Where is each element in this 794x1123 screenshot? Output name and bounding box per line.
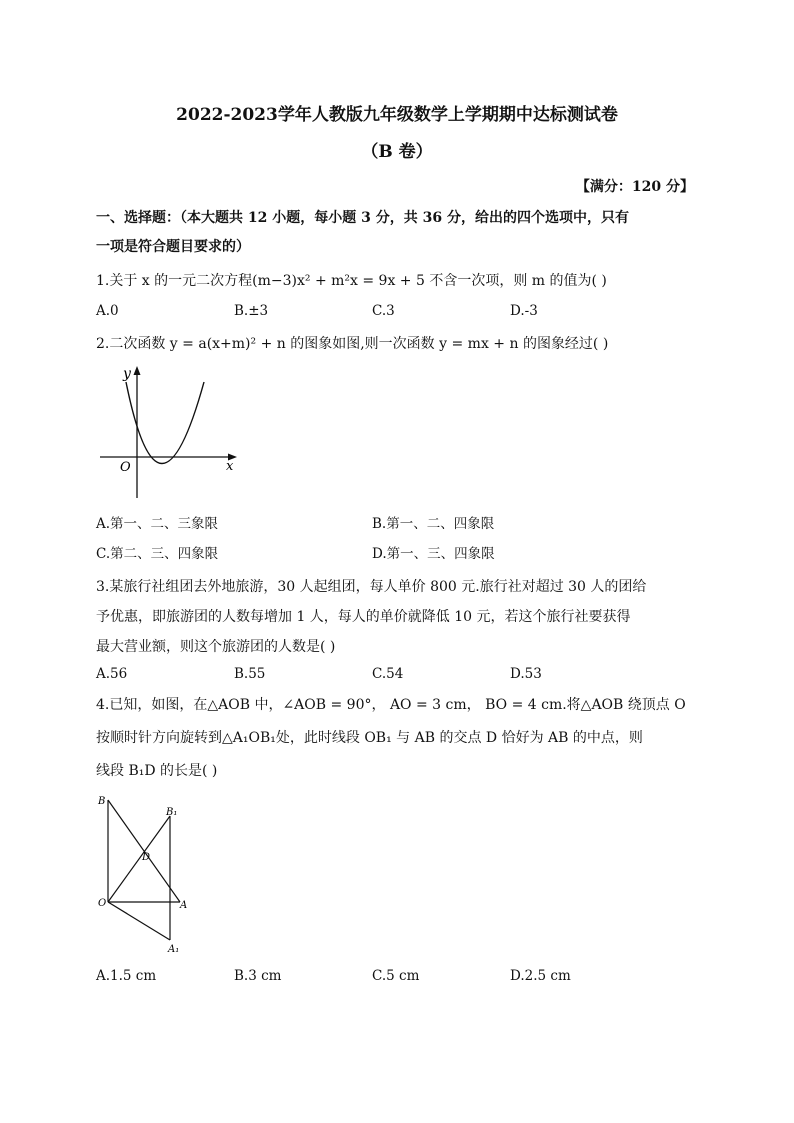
y-axis-arrow <box>134 366 141 375</box>
q3-option-c: C.54 <box>372 666 404 682</box>
segment-OA1 <box>108 902 170 940</box>
page-subtitle: （B 卷） <box>361 142 433 162</box>
point-B1-label: B₁ <box>166 807 178 818</box>
q4-triangle-figure <box>92 790 202 960</box>
section-heading-line2: 一项是符合题目要求的） <box>96 239 250 255</box>
q2-option-c: C.第二、三、四象限 <box>96 546 219 562</box>
point-O-label: O <box>98 898 107 909</box>
x-axis-label: x <box>226 459 234 474</box>
y-axis-label: y <box>123 366 131 382</box>
q2-option-b: B.第一、二、四象限 <box>372 516 495 532</box>
parabola-curve <box>126 382 204 464</box>
point-A-label: A <box>180 900 188 911</box>
point-A1-label: A₁ <box>168 944 180 955</box>
q4-option-b: B.3 cm <box>234 968 282 984</box>
q2-option-d: D.第一、三、四象限 <box>372 546 495 562</box>
q4-option-c: C.5 cm <box>372 968 420 984</box>
point-D-label: D <box>142 852 151 863</box>
question-4-line2: 按顺时针方向旋转到△A₁OB₁处，此时线段 OB₁ 与 AB 的交点 D 恰好为 AB 的中点，则 <box>96 730 643 746</box>
q3-option-a: A.56 <box>96 666 128 682</box>
q1-option-d: D.-3 <box>510 303 538 319</box>
question-4-line1: 4.已知，如图，在△AOB 中，∠AOB = 90°， AO = 3 cm， BO = 4 cm.将△AOB 绕顶点 O <box>96 697 686 713</box>
q3-option-b: B.55 <box>234 666 266 682</box>
point-B-label: B <box>98 796 106 807</box>
page-title: 2022-2023学年人教版九年级数学上学期期中达标测试卷 <box>176 105 618 125</box>
question-3-line3: 最大营业额，则这个旅游团的人数是( ) <box>96 639 336 655</box>
q1-option-b: B.±3 <box>234 303 269 319</box>
question-3-line1: 3.某旅行社组团去外地旅游，30 人起组团，每人单价 800 元.旅行社对超过 30 人的团给 <box>96 579 647 595</box>
q4-option-a: A.1.5 cm <box>96 968 157 984</box>
question-4-line3: 线段 B₁D 的长是( ) <box>96 763 218 779</box>
q2-option-a: A.第一、二、三象限 <box>96 516 219 532</box>
q4-option-d: D.2.5 cm <box>510 968 571 984</box>
origin-label: O <box>120 460 131 475</box>
question-1-text: 1.关于 x 的一元二次方程(m−3)x² + m²x = 9x + 5 不含一次项，则 m 的值为( ) <box>96 273 607 289</box>
question-3-line2: 予优惠，即旅游团的人数每增加 1 人，每人的单价就降低 10 元，若这个旅行社要获得 <box>96 609 631 625</box>
q1-option-c: C.3 <box>372 303 395 319</box>
q2-parabola-figure <box>96 360 246 500</box>
segment-OB1 <box>108 816 170 902</box>
section-heading-line1: 一、选择题：（本大题共 12 小题，每小题 3 分，共 36 分，给出的四个选项中，只有 <box>96 210 629 226</box>
full-score: 【满分：120 分】 <box>575 179 694 195</box>
q1-option-a: A.0 <box>96 303 119 319</box>
question-2-text: 2.二次函数 y = a(x+m)² + n 的图象如图,则一次函数 y = mx + n 的图象经过( ) <box>96 336 609 352</box>
q3-option-d: D.53 <box>510 666 542 682</box>
